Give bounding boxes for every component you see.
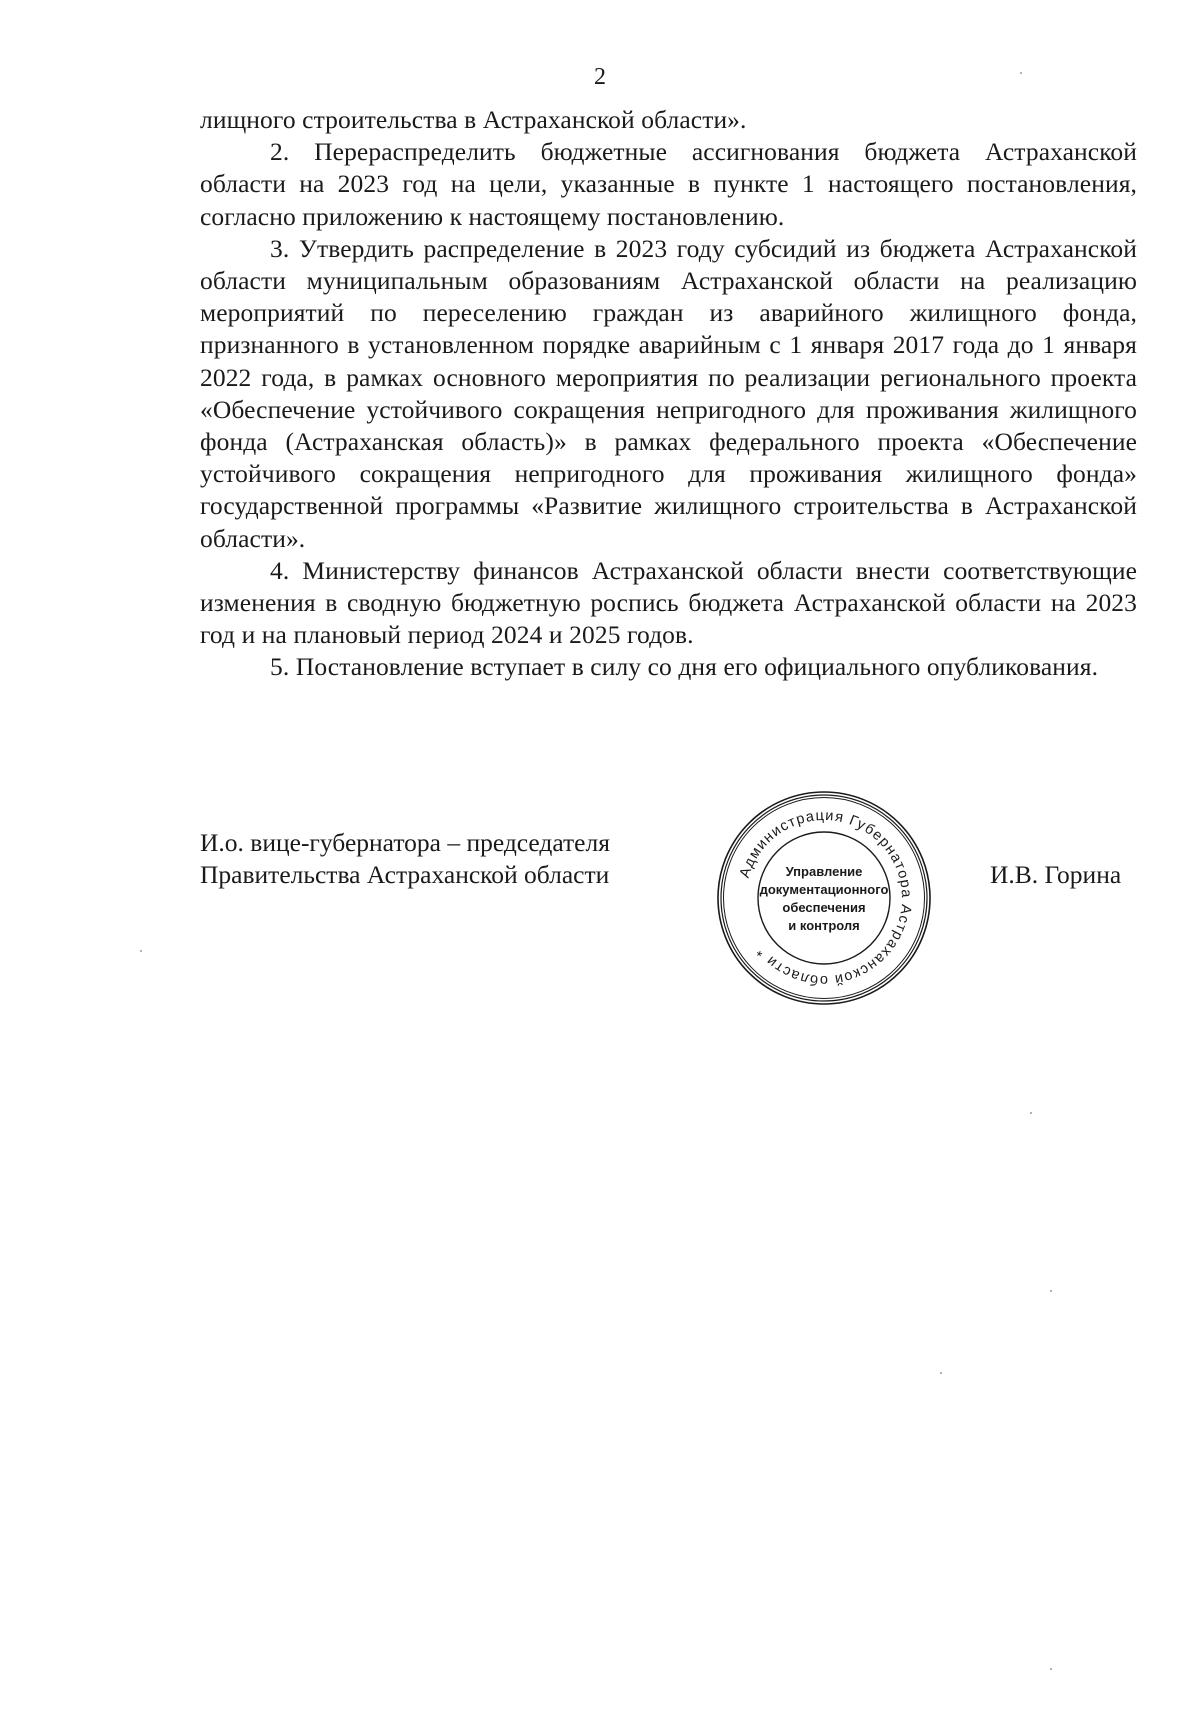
seal-inner-ring (758, 832, 890, 964)
paragraph-continuation: лищного строительства в Астраханской области». (200, 105, 747, 134)
scan-speck (1020, 72, 1022, 74)
signer-name: И.В. Горина (990, 860, 1122, 889)
signer-position-line-2: Правительства Астраханской области (200, 860, 610, 889)
seal-center-line-1: Управление (785, 864, 863, 879)
scan-speck (940, 1372, 942, 1374)
document-body (200, 104, 1137, 684)
seal-graphic (714, 788, 934, 1008)
scan-speck (1050, 1290, 1052, 1292)
paragraph-item-3: 3. Утвердить распределение в 2023 году субсидий из бюджета Астраханской области муниципальным образованиям Астраханской области на реализацию мероприятий по переселению граждан из аварийного жилищного фонда, признанного в установленном порядке аварийным с 1 января 2017 года до 1 января 2022 года, в рамках основного мероприятия по реализации регионального проекта «Обеспечение устойчивого сокращения непригодного для проживания жилищного фонда (Астраханская область)» в рамках федерального проекта «Обеспечение устойчивого сокращения непригодного для проживания жилищного фонда» государственной программы «Развитие жилищного строительства в Астраханской области». (200, 233, 1137, 553)
page-number: 2 (594, 64, 606, 90)
paragraph-item-5: 5. Постановление вступает в силу со дня его официального опубликования. (270, 652, 1099, 682)
paragraph-item-2: 2. Перераспределить бюджетные ассигнования бюджета Астраханской области на 2023 год на цели, указанные в пункте 1 настоящего постановления, согласно приложению к настоящему постановлению. (200, 137, 1137, 231)
signer-position (200, 827, 610, 891)
official-seal (714, 788, 934, 1008)
paragraph-item-4: 4. Министерству финансов Астраханской области внести соответствующие изменения в сводную бюджетную роспись бюджета Астраханской области на 2023 год и на плановый период 2024 и 2025 годов. (200, 555, 1137, 650)
scan-speck (1030, 1112, 1032, 1114)
scan-speck (140, 950, 142, 952)
signer-position-line-1: И.о. вице-губернатора – председателя (200, 828, 610, 857)
seal-center-line-3: обеспечения (782, 900, 866, 915)
seal-center-line-4: и контроля (788, 918, 860, 933)
scan-speck (1050, 1668, 1052, 1670)
seal-ring-text: Администрация Губернатора Астраханской области * (736, 807, 915, 989)
seal-center-line-2: документационного (759, 882, 889, 897)
